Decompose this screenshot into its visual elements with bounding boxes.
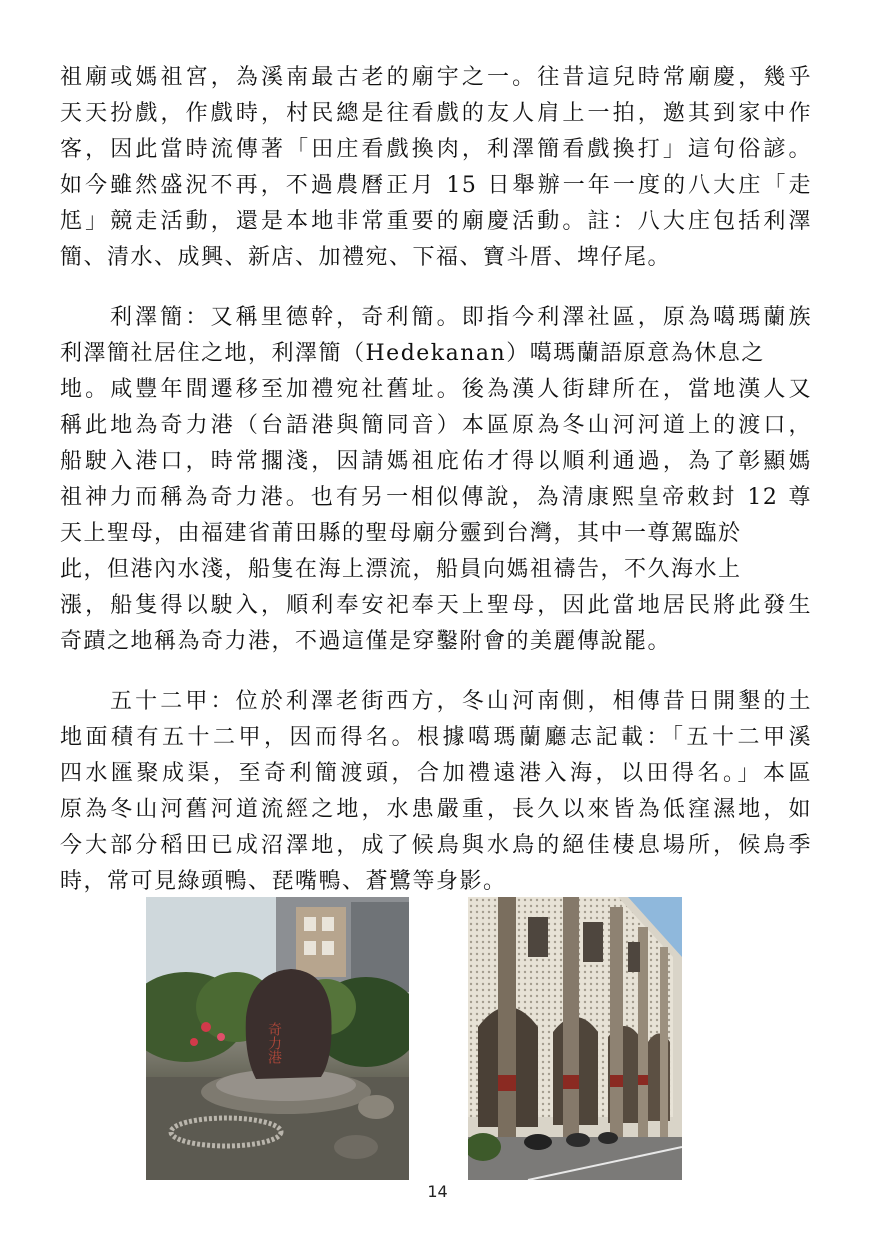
text-line: 如今雖然盛況不再，不過農曆正月 15 日舉辦一年一度的八大庄「走 — [60, 173, 812, 198]
text-line: 四水匯聚成渠，至奇利簡渡頭，合加禮遠港入海，以田得名。」本區 — [60, 761, 812, 786]
paragraph-temple — [60, 60, 812, 276]
page-number: 14 — [427, 1182, 448, 1201]
photo-arcade-building — [468, 897, 682, 1180]
text-line: 簡、清水、成興、新店、加禮宛、下福、寶斗厝、埤仔尾。 — [60, 245, 672, 270]
text-line: 天上聖母，由福建省莆田縣的聖母廟分靈到台灣，其中一尊駕臨於 — [60, 521, 742, 546]
text-line: 原為冬山河舊河道流經之地，水患嚴重，長久以來皆為低窪濕地，如 — [60, 797, 812, 822]
text-line: 地。咸豐年間遷移至加禮宛社舊址。後為漢人街肆所在，當地漢人又 — [60, 377, 812, 402]
text-line: 奇蹟之地稱為奇力港，不過這僅是穿鑿附會的美麗傳說罷。 — [60, 629, 672, 654]
text-line: 尪」競走活動，還是本地非常重要的廟慶活動。註：八大庄包括利澤 — [60, 209, 812, 234]
text-line: 祖神力而稱為奇力港。也有另一相似傳說，為清康熙皇帝敕封 12 尊 — [60, 485, 812, 510]
stone-inscription: 奇力港 — [266, 1022, 282, 1064]
text-line: 船駛入港口，時常擱淺，因請媽祖庇佑才得以順利通過，為了彰顯媽 — [60, 449, 812, 474]
text-line: 漲，船隻得以駛入，順利奉安祀奉天上聖母，因此當地居民將此發生 — [60, 593, 812, 618]
text-line: 時，常可見綠頭鴨、琵嘴鴨、蒼鷺等身影。 — [60, 869, 507, 894]
photo-stone-monument — [146, 897, 409, 1180]
text-line: 利澤簡社居住之地，利澤簡（Hedekanan）噶瑪蘭語原意為休息之 — [60, 341, 765, 366]
text-line: 此，但港內水淺，船隻在海上漂流，船員向媽祖禱告，不久海水上 — [60, 557, 742, 582]
text-line: 祖廟或媽祖宮，為溪南最古老的廟宇之一。往昔這兒時常廟慶，幾乎 — [60, 65, 812, 90]
text-line: 天天扮戲，作戲時，村民總是往看戲的友人肩上一拍，邀其到家中作 — [60, 101, 812, 126]
text-line: 客，因此當時流傳著「田庄看戲換肉，利澤簡看戲換打」這句俗諺。 — [60, 137, 812, 162]
paragraph-wushierjia — [60, 684, 812, 900]
paragraph-lizejian — [60, 300, 812, 660]
text-line: 稱此地為奇力港（台語港與簡同音）本區原為冬山河河道上的渡口， — [60, 413, 812, 438]
text-line: 地面積有五十二甲，因而得名。根據噶瑪蘭廳志記載：「五十二甲溪 — [60, 725, 812, 750]
text-line: 利澤簡：又稱里德幹，奇利簡。即指今利澤社區，原為噶瑪蘭族 — [110, 305, 812, 330]
text-line: 五十二甲：位於利澤老街西方，冬山河南側，相傳昔日開墾的土 — [110, 689, 812, 714]
text-line: 今大部分稻田已成沼澤地，成了候鳥與水鳥的絕佳棲息場所，候鳥季 — [60, 833, 812, 858]
